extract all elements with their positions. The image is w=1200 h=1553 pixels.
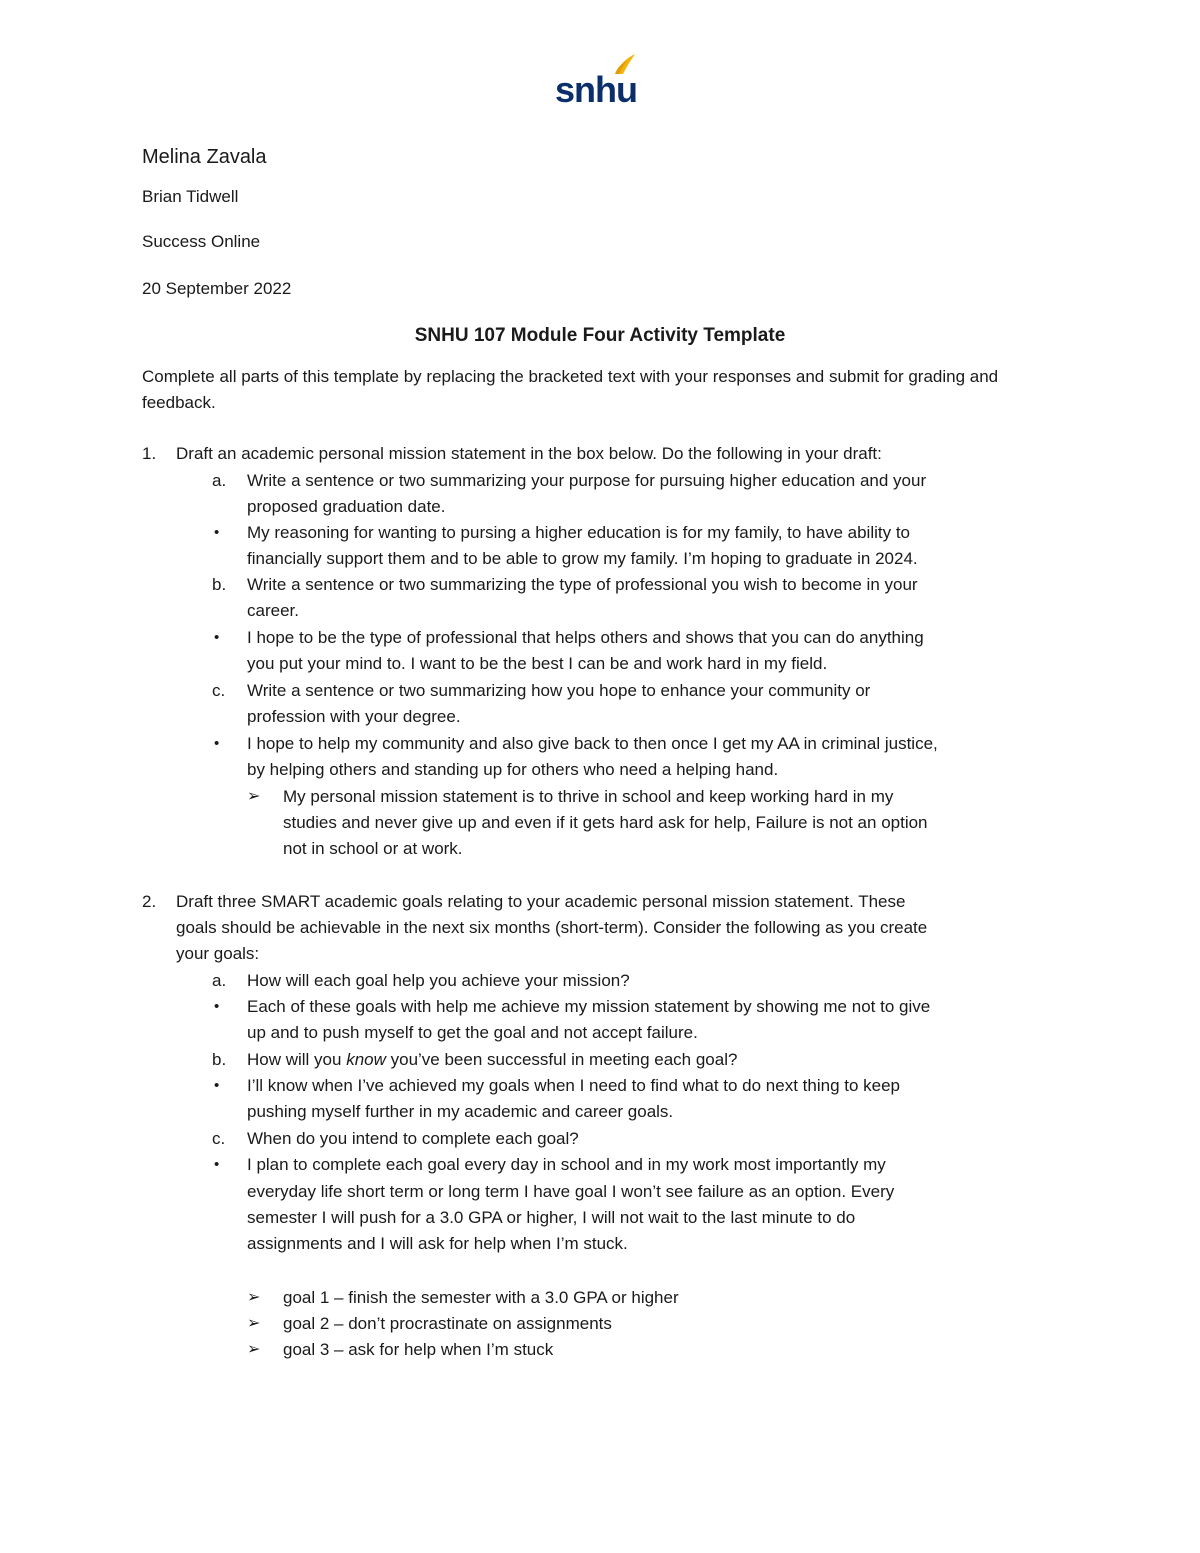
section1-a-letter: a.	[212, 471, 227, 490]
section1-c-letter: c.	[212, 681, 226, 700]
section2-c-answer-line1: I plan to complete each goal every day in school and in my work most importantly my	[247, 1155, 886, 1174]
section1-b-prompt-line1: Write a sentence or two summarizing the type of professional you wish to become in your	[247, 575, 918, 594]
intro-paragraph: Complete all parts of this template by replacing the bracketed text with your responses and submit for grading and feedback.	[142, 367, 999, 412]
section2-b-letter: b.	[212, 1050, 227, 1069]
section1-prompt: Draft an academic personal mission statement in the box below. Do the following in your draft:	[176, 444, 882, 463]
section2-c-prompt: When do you intend to complete each goal?	[247, 1129, 579, 1148]
mission-statement-line3: not in school or at work.	[283, 839, 463, 858]
section1-c-answer-line1: I hope to help my community and also give back to then once I get my AA in criminal justice,	[247, 734, 938, 753]
section2-b-prompt-emphasis: know	[346, 1050, 386, 1069]
student-name: Melina Zavala	[142, 146, 267, 168]
section1-a-prompt-line1: Write a sentence or two summarizing your purpose for pursuing higher education and your	[247, 471, 927, 490]
section2-prompt-line3: your goals:	[176, 944, 260, 963]
section1-c-prompt-line2: profession with your degree.	[247, 707, 461, 726]
bullet-icon: •	[214, 1156, 220, 1173]
arrow-bullet-icon: ➢	[247, 1315, 261, 1332]
section1-a-prompt-line2: proposed graduation date.	[247, 497, 446, 516]
goal-item: goal 2 – don’t procrastinate on assignments	[283, 1314, 612, 1333]
section2-prompt-line1: Draft three SMART academic goals relating to your academic personal mission statement. These	[176, 892, 906, 911]
bullet-icon: •	[214, 524, 220, 541]
arrow-bullet-icon: ➢	[247, 1289, 261, 1306]
section1-b-letter: b.	[212, 575, 227, 594]
mission-statement-line1: My personal mission statement is to thrive in school and keep working hard in my	[283, 787, 894, 806]
section2-c-answer-line4: assignments and I will ask for help when I’m stuck.	[247, 1234, 628, 1253]
course-name: Success Online	[142, 232, 261, 251]
section1-number: 1.	[142, 444, 157, 463]
section1-a-answer-line1: My reasoning for wanting to pursing a higher education is for my family, to have ability to	[247, 523, 911, 542]
section1-a-answer-line2: financially support them and to be able to grow my family. I’m hoping to graduate in 2024.	[247, 549, 918, 568]
arrow-bullet-icon: ➢	[247, 1341, 261, 1358]
document-date: 20 September 2022	[142, 279, 292, 298]
arrow-bullet-icon: ➢	[247, 788, 261, 805]
page-title: SNHU 107 Module Four Activity Template	[414, 325, 786, 346]
bullet-icon: •	[214, 998, 220, 1015]
bullet-icon: •	[214, 1077, 220, 1094]
section2-c-letter: c.	[212, 1129, 226, 1148]
section2-b-prompt-pre: How will you	[247, 1050, 347, 1069]
goal-item: goal 1 – finish the semester with a 3.0 GPA or higher	[283, 1288, 679, 1307]
logo-wordmark: snhu	[555, 69, 637, 110]
section1-c-answer-line2: by helping others and standing up for others who need a helping hand.	[247, 760, 779, 779]
section2-c-answer-line3: semester I will push for a 3.0 GPA or higher, I will not wait to the last minute to do	[247, 1208, 856, 1227]
mission-statement-line2: studies and never give up and even if it gets hard ask for help, Failure is not an option	[283, 813, 928, 832]
section2-b-prompt-post: you’ve been successful in meeting each goal?	[385, 1050, 738, 1069]
bullet-icon: •	[214, 629, 220, 646]
section2-c-answer-line2: everyday life short term or long term I have goal I won’t see failure as an option. Every	[247, 1182, 895, 1201]
section2-a-answer-line1: Each of these goals with help me achieve my mission statement by showing me not to give	[247, 997, 931, 1016]
section2-number: 2.	[142, 892, 157, 911]
section2-b-answer-line2: pushing myself further in my academic and career goals.	[247, 1102, 674, 1121]
section2-a-answer-line2: up and to push myself to get the goal and not accept failure.	[247, 1023, 698, 1042]
goal-item: goal 3 – ask for help when I’m stuck	[283, 1340, 554, 1359]
section1-b-answer-line2: you put your mind to. I want to be the best I can be and work hard in my field.	[247, 654, 828, 673]
section1-b-prompt-line2: career.	[247, 601, 299, 620]
section2-b-prompt	[247, 1049, 737, 1071]
section2-b-answer-line1: I’ll know when I’ve achieved my goals when I need to find what to do next thing to keep	[247, 1076, 901, 1095]
section2-prompt-line2: goals should be achievable in the next six months (short-term). Consider the following as you create	[176, 918, 928, 937]
bullet-icon: •	[214, 735, 220, 752]
section1-b-answer-line1: I hope to be the type of professional that helps others and shows that you can do anything	[247, 628, 924, 647]
section1-c-prompt-line1: Write a sentence or two summarizing how you hope to enhance your community or	[247, 681, 871, 700]
section2-a-prompt: How will each goal help you achieve your mission?	[247, 971, 630, 990]
snhu-logo	[555, 52, 639, 108]
instructor-name: Brian Tidwell	[142, 187, 239, 206]
section2-a-letter: a.	[212, 971, 227, 990]
